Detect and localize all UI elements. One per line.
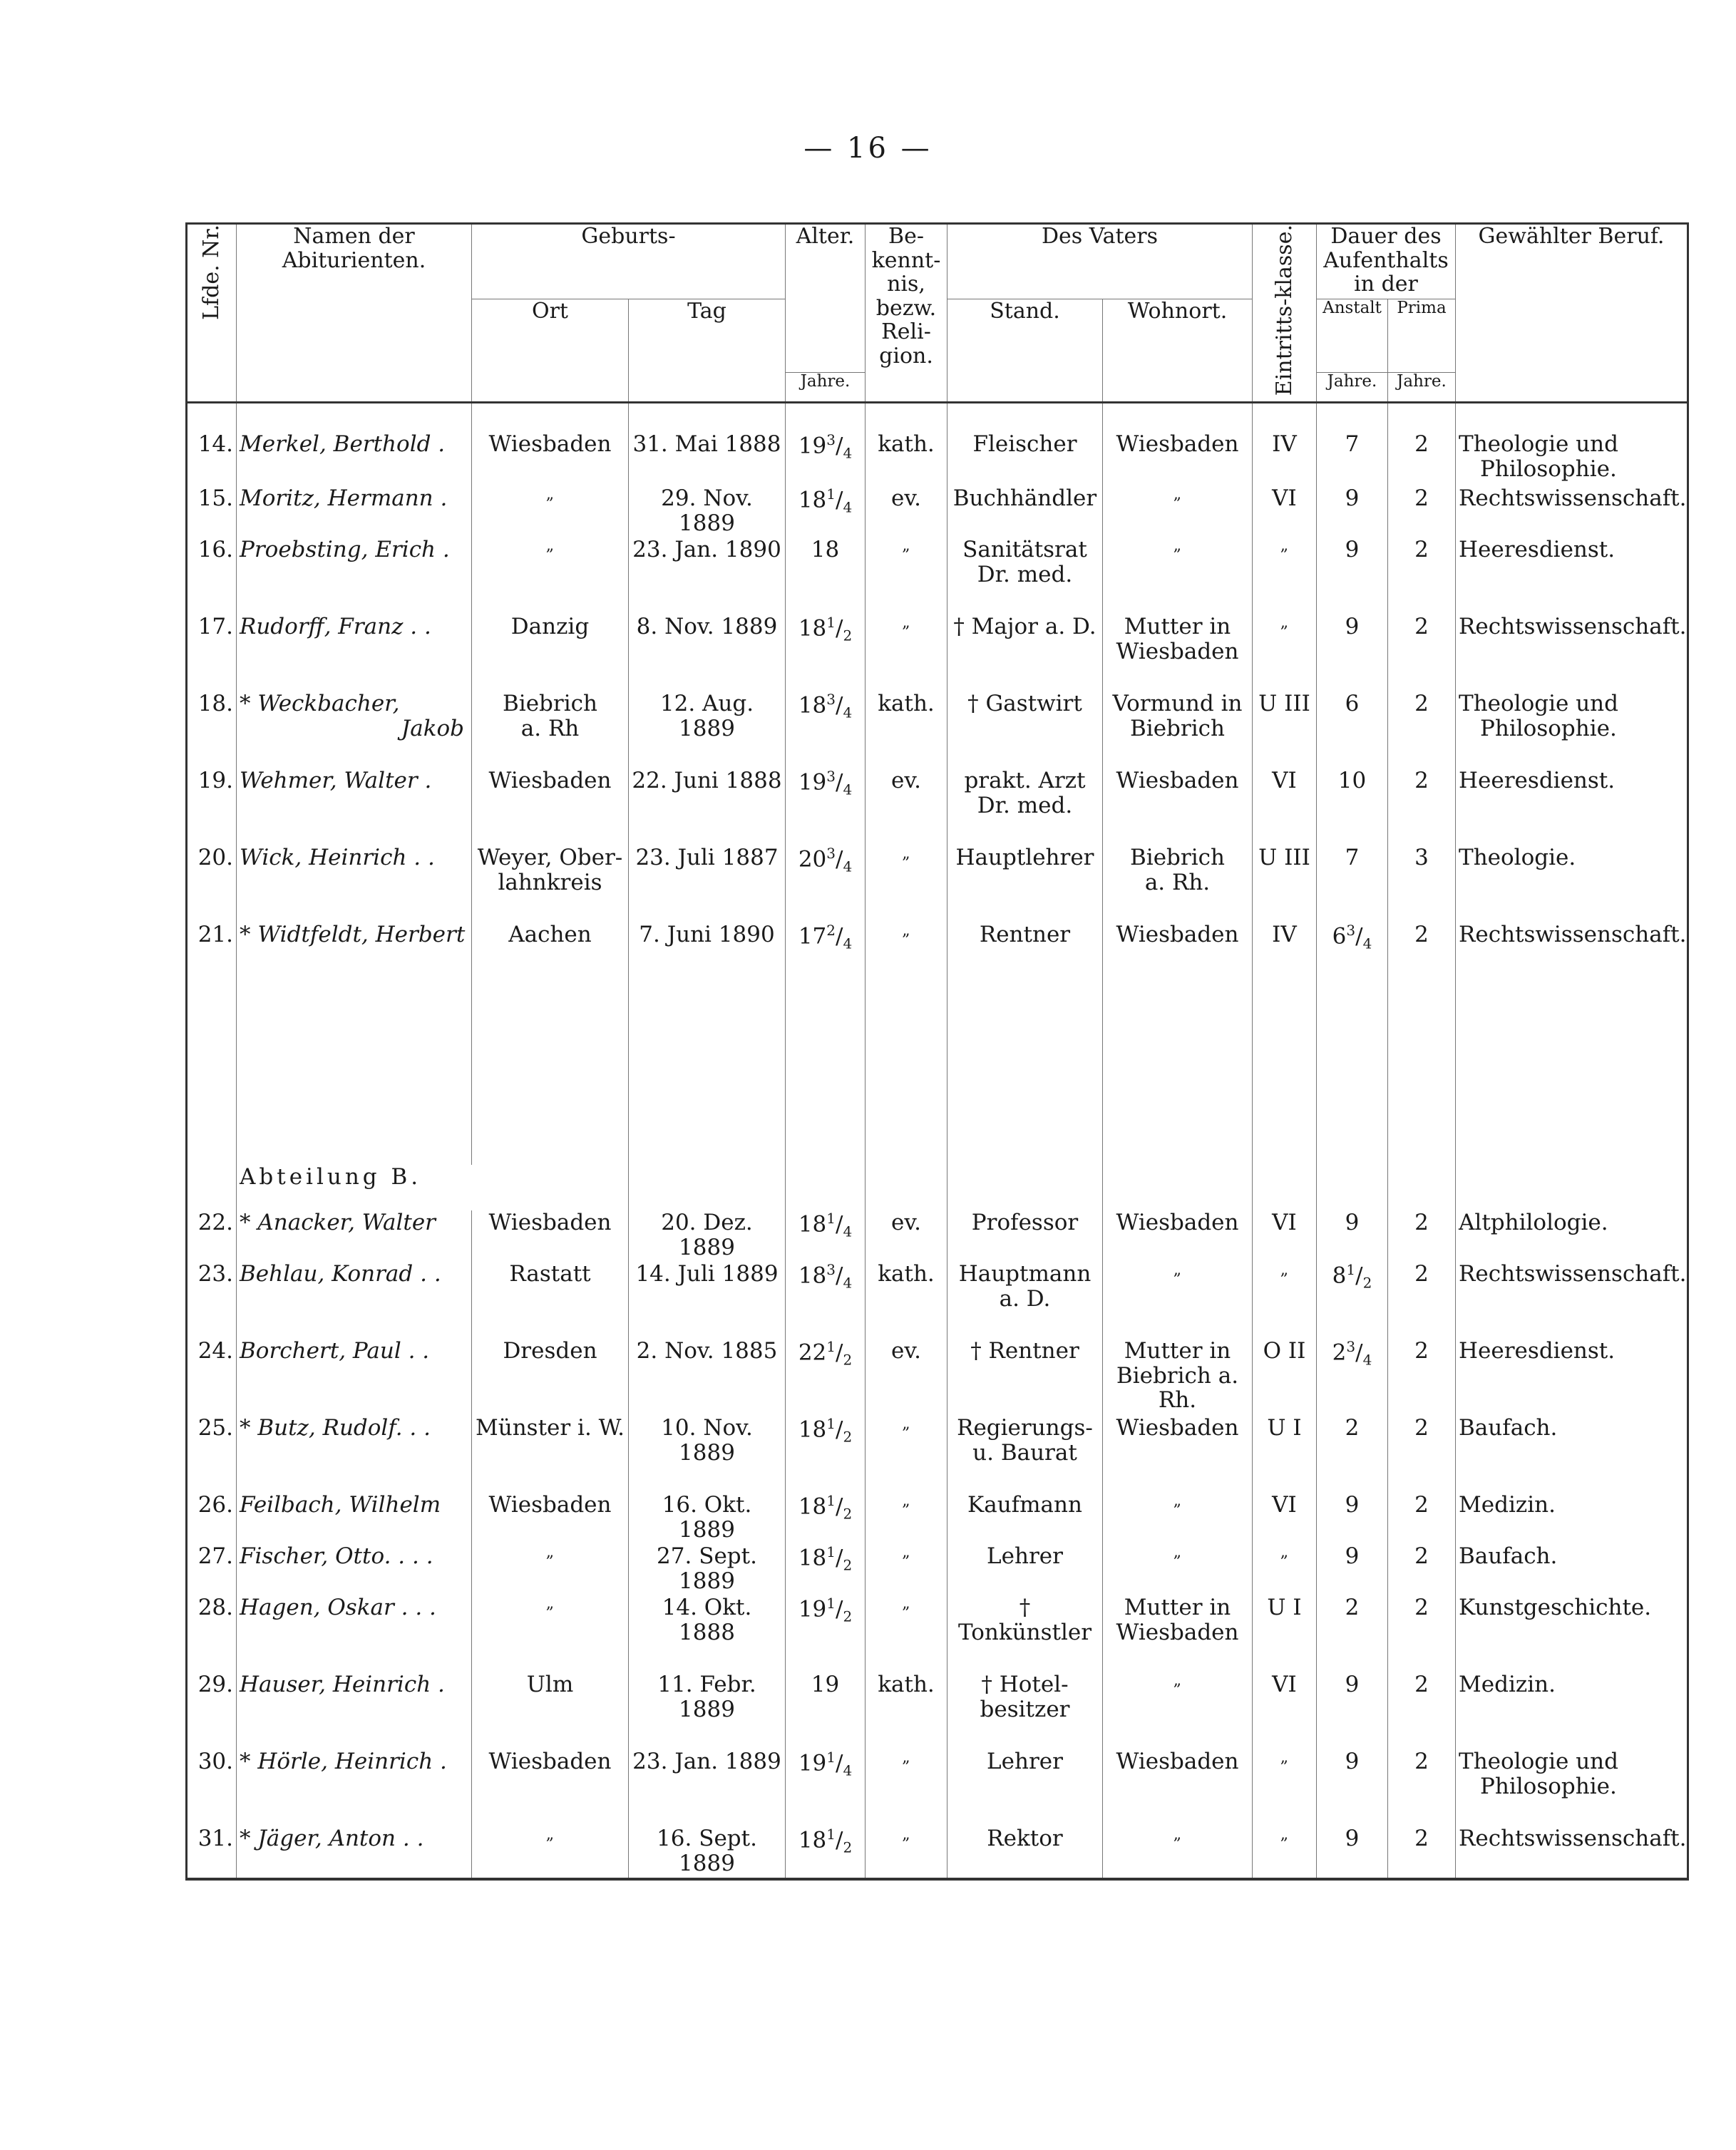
years-at-school: $6^3/_4$ — [1317, 922, 1388, 974]
birth-date: 2. Nov. 1885 — [629, 1339, 786, 1416]
birth-date: 14. Juli 1889 — [629, 1262, 786, 1339]
birth-date: 7. Juni 1890 — [629, 922, 786, 974]
student-name: Wick, Heinrich . . — [237, 845, 472, 922]
age-years: $17^2/_4$ — [786, 922, 866, 974]
father-occupation: Kaufmann — [947, 1493, 1103, 1544]
birth-place: Rastatt — [472, 1262, 629, 1339]
table-row — [187, 1339, 1688, 1416]
birth-date: 16. Sept. 1889 — [629, 1826, 786, 1879]
birth-date: 14. Okt. 1888 — [629, 1595, 786, 1672]
chosen-profession: Medizin. — [1456, 1672, 1688, 1749]
years-at-school: 9 — [1317, 1672, 1388, 1749]
father-occupation: † Tonkünstler — [947, 1595, 1103, 1672]
entry-class: „ — [1253, 614, 1317, 691]
birth-date: 31. Mai 1888 — [629, 402, 786, 486]
header-beruf: Gewählter Beruf. — [1456, 224, 1688, 403]
father-occupation: † Hotel- besitzer — [947, 1672, 1103, 1749]
entry-class: „ — [1253, 1826, 1317, 1879]
age-years: 19 — [786, 1672, 866, 1749]
years-in-prima: 2 — [1388, 486, 1456, 538]
entry-class: IV — [1253, 402, 1317, 486]
chosen-profession: Rechtswissenschaft. — [1456, 614, 1688, 691]
header-namen: Namen der Abiturienten. — [237, 224, 472, 403]
student-name: Behlau, Konrad . . — [237, 1262, 472, 1339]
student-name: Merkel, Berthold . — [237, 402, 472, 486]
chosen-profession: Altphilologie. — [1456, 1210, 1688, 1262]
table-row — [187, 538, 1688, 614]
birth-date: 11. Febr. 1889 — [629, 1672, 786, 1749]
father-residence: Biebrich a. Rh. — [1103, 845, 1253, 922]
father-occupation: Rektor — [947, 1826, 1103, 1879]
religion: ev. — [866, 486, 947, 538]
row-number: 16. — [187, 538, 237, 614]
birth-date: 29. Nov. 1889 — [629, 486, 786, 538]
years-in-prima: 2 — [1388, 768, 1456, 845]
entry-class: U I — [1253, 1416, 1317, 1493]
section-b-title: Abteilung B. — [237, 1165, 629, 1210]
entry-class: VI — [1253, 1493, 1317, 1544]
father-occupation: † Rentner — [947, 1339, 1103, 1416]
birth-place: Weyer, Ober- lahnkreis — [472, 845, 629, 922]
birth-place: Münster i. W. — [472, 1416, 629, 1493]
years-in-prima: 2 — [1388, 1826, 1456, 1879]
father-residence: Mutter in Biebrich a. Rh. — [1103, 1339, 1253, 1416]
age-years: $18^3/_4$ — [786, 1262, 866, 1339]
header-dauer: Dauer des Aufenthalts in der — [1317, 224, 1456, 299]
row-number: 24. — [187, 1339, 237, 1416]
years-in-prima: 2 — [1388, 1339, 1456, 1416]
years-in-prima: 2 — [1388, 1672, 1456, 1749]
father-occupation: Buchhändler — [947, 486, 1103, 538]
birth-place: Wiesbaden — [472, 768, 629, 845]
birth-date: 16. Okt. 1889 — [629, 1493, 786, 1544]
birth-date: 22. Juni 1888 — [629, 768, 786, 845]
birth-place: Dresden — [472, 1339, 629, 1416]
father-occupation: Fleischer — [947, 402, 1103, 486]
father-occupation: Hauptlehrer — [947, 845, 1103, 922]
years-at-school: 6 — [1317, 691, 1388, 768]
chosen-profession: Rechtswissenschaft. — [1456, 922, 1688, 974]
father-residence: Mutter in Wiesbaden — [1103, 1595, 1253, 1672]
father-residence: „ — [1103, 1262, 1253, 1339]
father-residence: „ — [1103, 1826, 1253, 1879]
page-number: — 16 — — [803, 132, 933, 165]
father-residence: Wiesbaden — [1103, 402, 1253, 486]
student-name: * Hörle, Heinrich . — [237, 1749, 472, 1826]
entry-class: U III — [1253, 691, 1317, 768]
years-in-prima: 2 — [1388, 691, 1456, 768]
years-in-prima: 2 — [1388, 1544, 1456, 1595]
table-row — [187, 1749, 1688, 1826]
age-years: $18^1/_2$ — [786, 1493, 866, 1544]
age-years: $18^1/_2$ — [786, 614, 866, 691]
chosen-profession: Theologie und Philosophie. — [1456, 1749, 1688, 1826]
row-number: 15. — [187, 486, 237, 538]
father-residence: Wiesbaden — [1103, 768, 1253, 845]
years-in-prima: 2 — [1388, 1416, 1456, 1493]
birth-date: 20. Dez. 1889 — [629, 1210, 786, 1262]
years-at-school: 9 — [1317, 1749, 1388, 1826]
years-at-school: 9 — [1317, 1493, 1388, 1544]
father-occupation: prakt. Arzt Dr. med. — [947, 768, 1103, 845]
table-row — [187, 845, 1688, 922]
table-row — [187, 922, 1688, 974]
father-residence: Wiesbaden — [1103, 922, 1253, 974]
religion: „ — [866, 1416, 947, 1493]
father-occupation: Rentner — [947, 922, 1103, 974]
birth-place: Biebrich a. Rh — [472, 691, 629, 768]
birth-date: 23. Jan. 1890 — [629, 538, 786, 614]
age-years: $18^1/_4$ — [786, 486, 866, 538]
header-tag: Tag — [629, 299, 786, 403]
years-in-prima: 2 — [1388, 1595, 1456, 1672]
header-stand: Stand. — [947, 299, 1103, 403]
student-name: * Widtfeldt, Herbert — [237, 922, 472, 974]
age-years: $18^3/_4$ — [786, 691, 866, 768]
student-name: * Butz, Rudolf. . . — [237, 1416, 472, 1493]
chosen-profession: Heeresdienst. — [1456, 1339, 1688, 1416]
row-number: 28. — [187, 1595, 237, 1672]
religion: kath. — [866, 1672, 947, 1749]
student-name: * Weckbacher, Jakob — [237, 691, 472, 768]
chosen-profession: Baufach. — [1456, 1544, 1688, 1595]
row-number: 27. — [187, 1544, 237, 1595]
father-residence: „ — [1103, 538, 1253, 614]
entry-class: O II — [1253, 1339, 1317, 1416]
student-name: Moritz, Hermann . — [237, 486, 472, 538]
years-in-prima: 2 — [1388, 614, 1456, 691]
years-in-prima: 2 — [1388, 922, 1456, 974]
father-occupation: Lehrer — [947, 1749, 1103, 1826]
father-occupation: Professor — [947, 1210, 1103, 1262]
religion: „ — [866, 1826, 947, 1879]
father-occupation: Lehrer — [947, 1544, 1103, 1595]
years-at-school: 9 — [1317, 538, 1388, 614]
father-residence: „ — [1103, 1493, 1253, 1544]
religion: „ — [866, 1595, 947, 1672]
table-row — [187, 1672, 1688, 1749]
row-number: 31. — [187, 1826, 237, 1879]
table-row — [187, 691, 1688, 768]
table-row — [187, 1826, 1688, 1879]
father-residence: „ — [1103, 1544, 1253, 1595]
religion: kath. — [866, 1262, 947, 1339]
entry-class: VI — [1253, 768, 1317, 845]
age-years: $19^1/_4$ — [786, 1749, 866, 1826]
birth-place: „ — [472, 538, 629, 614]
abiturienten-table — [185, 222, 1689, 1881]
chosen-profession: Rechtswissenschaft. — [1456, 1826, 1688, 1879]
years-in-prima: 2 — [1388, 1493, 1456, 1544]
table-row — [187, 1544, 1688, 1595]
student-name: Proebsting, Erich . — [237, 538, 472, 614]
student-name: Hauser, Heinrich . — [237, 1672, 472, 1749]
age-years: $18^1/_2$ — [786, 1544, 866, 1595]
religion: „ — [866, 538, 947, 614]
father-residence: Mutter in Wiesbaden — [1103, 614, 1253, 691]
table-row — [187, 614, 1688, 691]
entry-class: U I — [1253, 1595, 1317, 1672]
years-at-school: 2 — [1317, 1595, 1388, 1672]
age-years: $19^3/_4$ — [786, 768, 866, 845]
section-divider — [187, 974, 1688, 1210]
years-in-prima: 2 — [1388, 402, 1456, 486]
birth-place: „ — [472, 1544, 629, 1595]
entry-class: „ — [1253, 1544, 1317, 1595]
row-number: 23. — [187, 1262, 237, 1339]
entry-class: VI — [1253, 1210, 1317, 1262]
father-occupation: Sanitätsrat Dr. med. — [947, 538, 1103, 614]
father-residence: Vormund in Biebrich — [1103, 691, 1253, 768]
age-years: $19^1/_2$ — [786, 1595, 866, 1672]
years-at-school: 9 — [1317, 1544, 1388, 1595]
birth-date: 23. Juli 1887 — [629, 845, 786, 922]
row-number: 17. — [187, 614, 237, 691]
birth-place: „ — [472, 1826, 629, 1879]
table-row — [187, 1416, 1688, 1493]
student-name: * Jäger, Anton . . — [237, 1826, 472, 1879]
religion: „ — [866, 1493, 947, 1544]
years-in-prima: 2 — [1388, 538, 1456, 614]
birth-date: 23. Jan. 1889 — [629, 1749, 786, 1826]
row-number: 20. — [187, 845, 237, 922]
table-row — [187, 1493, 1688, 1544]
father-occupation: Regierungs- u. Baurat — [947, 1416, 1103, 1493]
entry-class: U III — [1253, 845, 1317, 922]
birth-place: „ — [472, 1595, 629, 1672]
father-residence: Wiesbaden — [1103, 1210, 1253, 1262]
header-geburts: Geburts- — [472, 224, 786, 299]
years-at-school: 7 — [1317, 845, 1388, 922]
years-in-prima: 2 — [1388, 1210, 1456, 1262]
student-name: Borchert, Paul . . — [237, 1339, 472, 1416]
row-number: 18. — [187, 691, 237, 768]
entry-class: VI — [1253, 486, 1317, 538]
header-bekenntnis: Be-kennt-nis, bezw. Reli-gion. — [866, 224, 947, 403]
row-number: 22. — [187, 1210, 237, 1262]
birth-date: 27. Sept. 1889 — [629, 1544, 786, 1595]
table-row — [187, 1595, 1688, 1672]
religion: ev. — [866, 1339, 947, 1416]
chosen-profession: Kunstgeschichte. — [1456, 1595, 1688, 1672]
header-wohnort: Wohnort. — [1103, 299, 1253, 403]
chosen-profession: Theologie und Philosophie. — [1456, 691, 1688, 768]
student-name: Feilbach, Wilhelm — [237, 1493, 472, 1544]
birth-place: Wiesbaden — [472, 1210, 629, 1262]
years-at-school: 9 — [1317, 1210, 1388, 1262]
years-at-school: 10 — [1317, 768, 1388, 845]
age-years: $18^1/_4$ — [786, 1210, 866, 1262]
student-name: Fischer, Otto. . . . — [237, 1544, 472, 1595]
years-in-prima: 3 — [1388, 845, 1456, 922]
header-anstalt-jahre: Jahre. — [1317, 372, 1388, 402]
birth-place: Danzig — [472, 614, 629, 691]
religion: „ — [866, 1749, 947, 1826]
years-at-school: $2^3/_4$ — [1317, 1339, 1388, 1416]
chosen-profession: Theologie. — [1456, 845, 1688, 922]
table-row — [187, 768, 1688, 845]
father-residence: Wiesbaden — [1103, 1749, 1253, 1826]
religion: „ — [866, 922, 947, 974]
father-residence: Wiesbaden — [1103, 1416, 1253, 1493]
age-years: $18^1/_2$ — [786, 1826, 866, 1879]
row-number: 14. — [187, 402, 237, 486]
table-row — [187, 1210, 1688, 1262]
chosen-profession: Baufach. — [1456, 1416, 1688, 1493]
student-name: Wehmer, Walter . — [237, 768, 472, 845]
religion: kath. — [866, 402, 947, 486]
section-b-rows — [187, 1210, 1688, 1879]
row-number: 26. — [187, 1493, 237, 1544]
birth-place: Wiesbaden — [472, 1749, 629, 1826]
father-occupation: † Gastwirt — [947, 691, 1103, 768]
father-residence: „ — [1103, 486, 1253, 538]
birth-date: 10. Nov. 1889 — [629, 1416, 786, 1493]
table-row — [187, 486, 1688, 538]
years-at-school: $8^1/_2$ — [1317, 1262, 1388, 1339]
father-occupation: Hauptmann a. D. — [947, 1262, 1103, 1339]
table-header — [187, 224, 1688, 403]
header-anstalt: Anstalt — [1317, 299, 1388, 373]
row-number: 30. — [187, 1749, 237, 1826]
entry-class: VI — [1253, 1672, 1317, 1749]
birth-date: 12. Aug. 1889 — [629, 691, 786, 768]
years-at-school: 9 — [1317, 486, 1388, 538]
years-in-prima: 2 — [1388, 1749, 1456, 1826]
chosen-profession: Heeresdienst. — [1456, 538, 1688, 614]
chosen-profession: Rechtswissenschaft. — [1456, 1262, 1688, 1339]
student-name: Hagen, Oskar . . . — [237, 1595, 472, 1672]
entry-class: „ — [1253, 1262, 1317, 1339]
header-lfde-nr: Lfde. Nr. — [187, 224, 237, 403]
student-name: * Anacker, Walter — [237, 1210, 472, 1262]
religion: ev. — [866, 1210, 947, 1262]
birth-place: Aachen — [472, 922, 629, 974]
header-ort: Ort — [472, 299, 629, 403]
header-des-vaters: Des Vaters — [947, 224, 1253, 299]
age-years: $19^3/_4$ — [786, 402, 866, 486]
table-row — [187, 402, 1688, 486]
age-years: $20^3/_4$ — [786, 845, 866, 922]
table-row — [187, 1262, 1688, 1339]
header-alter: Alter. — [786, 224, 866, 373]
years-in-prima: 2 — [1388, 1262, 1456, 1339]
years-at-school: 9 — [1317, 614, 1388, 691]
religion: „ — [866, 1544, 947, 1595]
birth-date: 8. Nov. 1889 — [629, 614, 786, 691]
entry-class: IV — [1253, 922, 1317, 974]
age-years: $22^1/_2$ — [786, 1339, 866, 1416]
religion: „ — [866, 614, 947, 691]
row-number: 25. — [187, 1416, 237, 1493]
chosen-profession: Medizin. — [1456, 1493, 1688, 1544]
section-a-rows — [187, 402, 1688, 974]
religion: „ — [866, 845, 947, 922]
birth-place: Wiesbaden — [472, 1493, 629, 1544]
student-name: Rudorff, Franz . . — [237, 614, 472, 691]
birth-place: Wiesbaden — [472, 402, 629, 486]
years-at-school: 2 — [1317, 1416, 1388, 1493]
years-at-school: 7 — [1317, 402, 1388, 486]
entry-class: „ — [1253, 538, 1317, 614]
age-years: $18^1/_2$ — [786, 1416, 866, 1493]
row-number: 19. — [187, 768, 237, 845]
header-alter-jahre: Jahre. — [786, 372, 866, 402]
header-eintrittsklasse: Eintritts-klasse. — [1253, 224, 1317, 403]
father-occupation: † Major a. D. — [947, 614, 1103, 691]
chosen-profession: Theologie und Philosophie. — [1456, 402, 1688, 486]
religion: kath. — [866, 691, 947, 768]
header-prima-jahre: Jahre. — [1388, 372, 1456, 402]
entry-class: „ — [1253, 1749, 1317, 1826]
header-prima: Prima — [1388, 299, 1456, 373]
religion: ev. — [866, 768, 947, 845]
row-number: 29. — [187, 1672, 237, 1749]
birth-place: „ — [472, 486, 629, 538]
chosen-profession: Heeresdienst. — [1456, 768, 1688, 845]
years-at-school: 9 — [1317, 1826, 1388, 1879]
father-residence: „ — [1103, 1672, 1253, 1749]
birth-place: Ulm — [472, 1672, 629, 1749]
age-years: 18 — [786, 538, 866, 614]
chosen-profession: Rechtswissenschaft. — [1456, 486, 1688, 538]
row-number: 21. — [187, 922, 237, 974]
